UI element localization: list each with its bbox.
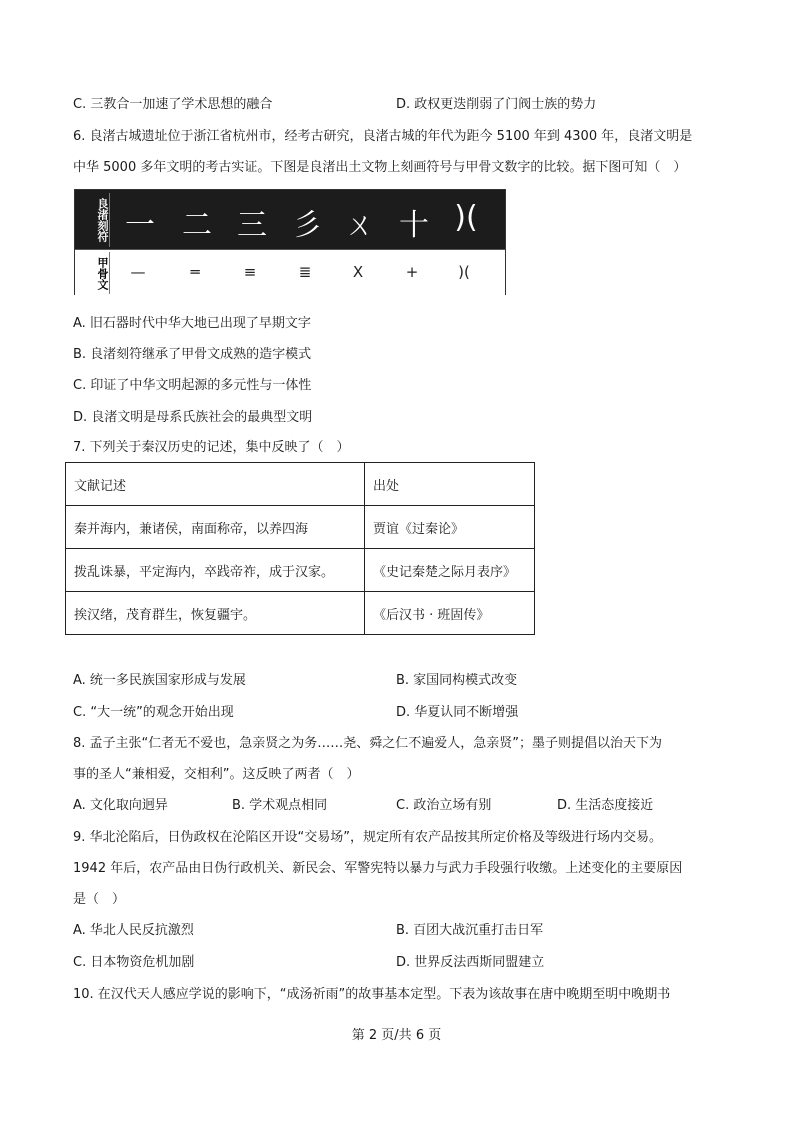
- table-row: [66, 549, 535, 592]
- table-header-row: [66, 463, 535, 506]
- q9-stem-line2: 1942 年后，农产品由日伪行政机关、新民会、军警宪特以暴力与武力手段强行收缴。上述变化的主要原因: [73, 861, 683, 876]
- oracle-bone-glyph: —: [130, 263, 146, 281]
- q9-option-b: B. 百团大战沉重打击日军: [396, 923, 544, 938]
- q6-option-c: C. 印证了中华文明起源的多元性与一体性: [73, 378, 312, 393]
- liangzhu-glyph: 一: [125, 208, 155, 243]
- q8-stem-line2: 事的圣人“兼相爱，交相利”。这反映了两者（ ）: [73, 767, 360, 782]
- oracle-bone-glyph: +: [405, 263, 419, 281]
- table-row: [66, 506, 535, 549]
- q9-stem-line3: 是（ ）: [73, 892, 126, 907]
- q7-option-a: A. 统一多民族国家形成与发展: [73, 673, 246, 688]
- oracle-bone-row: [75, 249, 505, 295]
- oracle-bone-glyph: X: [352, 263, 364, 281]
- q7-option-d: D. 华夏认同不断增强: [396, 705, 519, 720]
- q6-glyph-comparison-figure: [74, 189, 506, 295]
- q5-option-c: C. 三教合一加速了学术思想的融合: [73, 97, 273, 112]
- q9-option-d: D. 世界反法西斯同盟建立: [396, 955, 545, 970]
- q5-option-d: D. 政权更迭削弱了门阀士族的势力: [396, 97, 597, 112]
- q9-option-c: C. 日本物资危机加剧: [73, 955, 195, 970]
- q8-stem-line1: 8. 孟子主张“仁者无不爱也，急亲贤之为务……尧、舜之仁不遍爱人，急亲贤”；墨子则提倡以治天下为: [73, 736, 663, 751]
- q8-option-d: D. 生活态度接近: [557, 798, 654, 813]
- liangzhu-glyph: 彡: [292, 208, 322, 243]
- table-cell: 拨乱诛暴，平定海内，卒践帝祚，成于汉家。: [66, 549, 365, 592]
- oracle-bone-glyph: ═: [190, 263, 200, 281]
- table-cell: 《史记秦楚之际月表序》: [365, 549, 535, 592]
- q6-stem-line1: 6. 良渚古城遗址位于浙江省杭州市，经考古研究，良渚古城的年代为距今 5100 年到 4300 年，良渚文明是: [73, 129, 693, 144]
- oracle-bone-row-header: 甲骨文: [75, 252, 110, 294]
- q6-option-a: A. 旧石器时代中华大地已出现了早期文字: [73, 316, 311, 331]
- oracle-bone-glyph: ≣: [298, 263, 312, 281]
- q7-stem: 7. 下列关于秦汉历史的记述，集中反映了（ ）: [73, 440, 350, 455]
- table-header-cell: 文献记述: [66, 463, 365, 506]
- q6-option-d: D. 良渚文明是母系氏族社会的最典型文明: [73, 410, 313, 425]
- oracle-bone-glyph: )(: [458, 263, 470, 281]
- liangzhu-glyph: ㄨ: [345, 208, 375, 243]
- q7-option-c: C. “大一统”的观念开始出现: [73, 705, 234, 720]
- table-cell: 挨汉绪，茂育群生，恢复疆宇。: [66, 592, 365, 635]
- q8-option-b: B. 学术观点相同: [232, 798, 328, 813]
- q9-stem-line1: 9. 华北沦陷后，日伪政权在沦陷区开设“交易场”，规定所有农产品按其所定价格及等级进行场内交易。: [73, 830, 663, 845]
- q9-option-a: A. 华北人民反抗激烈: [73, 923, 194, 938]
- q10-stem-line1: 10. 在汉代天人感应学说的影响下，“成汤祈雨”的故事基本定型。下表为该故事在唐中晚期至明中晚期书: [73, 987, 671, 1002]
- page-number: 第 2 页/共 6 页: [351, 1028, 442, 1043]
- liangzhu-row-header: 良渚刻符: [75, 193, 110, 247]
- table-cell: 《后汉书 · 班固传》: [365, 592, 535, 635]
- liangzhu-row: [75, 190, 505, 249]
- q6-option-b: B. 良渚刻符继承了甲骨文成熟的造字模式: [73, 347, 312, 362]
- table-cell: 秦并海内，兼诸侯，南面称帝，以养四海: [66, 506, 365, 549]
- q8-option-c: C. 政治立场有别: [396, 798, 492, 813]
- q7-option-b: B. 家国同构模式改变: [396, 673, 518, 688]
- table-row: [66, 592, 535, 635]
- table-header-cell: 出处: [365, 463, 535, 506]
- liangzhu-glyph: 三: [237, 208, 267, 243]
- q7-source-table: [65, 462, 535, 635]
- liangzhu-glyph: 二: [182, 208, 212, 243]
- liangzhu-glyph: 十: [399, 208, 429, 243]
- liangzhu-glyph: )(: [454, 200, 478, 235]
- q6-stem-line2: 中华 5000 多年文明的考古实证。下图是良渚出土文物上刻画符号与甲骨文数字的比较。据下图可知（ ）: [73, 160, 687, 175]
- table-cell: 贾谊《过秦论》: [365, 506, 535, 549]
- oracle-bone-glyph: ≡: [243, 263, 257, 281]
- q8-option-a: A. 文化取向迥异: [73, 798, 168, 813]
